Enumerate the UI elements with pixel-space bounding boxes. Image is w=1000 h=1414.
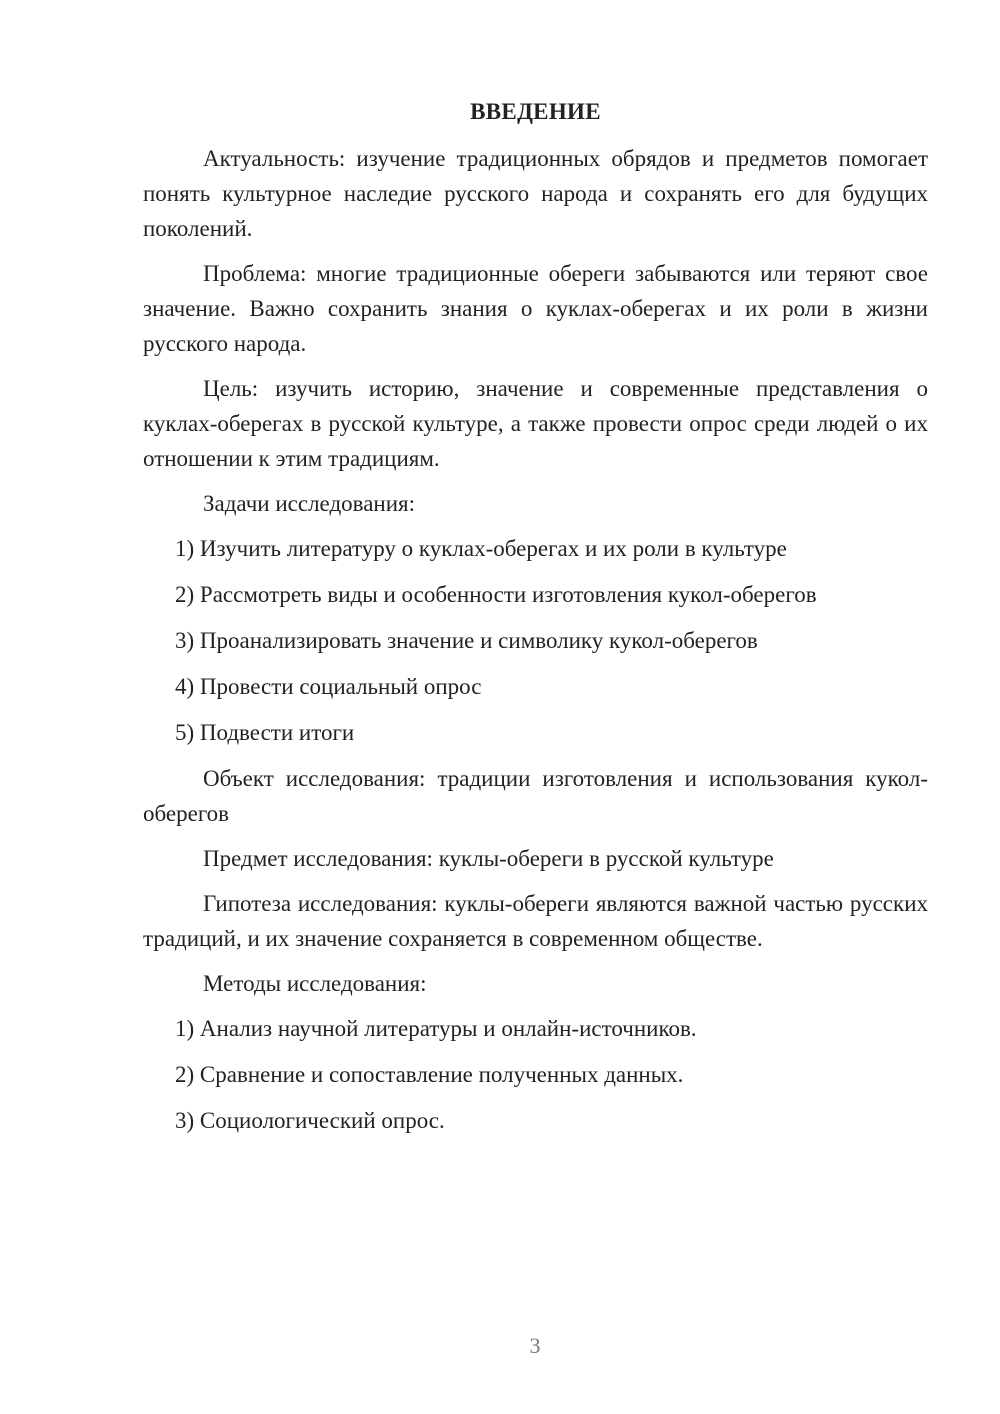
problem-paragraph: Проблема: многие традиционные обереги забываются или теряют свое значение. Важно сохранить знания о куклах-оберегах и их роли в жизни русского народа. — [143, 261, 928, 356]
relevance-paragraph: Актуальность: изучение традиционных обрядов и предметов помогает понять культурное наследие русского народа и сохранять его для будущих поколений. — [143, 146, 928, 241]
goal-paragraph: Цель: изучить историю, значение и современные представления о куклах-оберегах в русской культуре, а также провести опрос среди людей о их отношении к этим традициям. — [143, 376, 928, 471]
task-item: 3) Проанализировать значение и символику кукол-оберегов — [175, 628, 758, 653]
task-item: 2) Рассмотреть виды и особенности изготовления кукол-оберегов — [175, 582, 817, 607]
tasks-list — [143, 531, 928, 750]
methods-list — [143, 1011, 928, 1138]
methods-heading: Методы исследования: — [203, 971, 427, 996]
task-item: 4) Провести социальный опрос — [175, 674, 482, 699]
task-item: 1) Изучить литературу о куклах-оберегах и их роли в культуре — [175, 536, 787, 561]
object-paragraph: Объект исследования: традиции изготовления и использования кукол-оберегов — [143, 766, 928, 826]
method-item: 3) Социологический опрос. — [175, 1108, 445, 1133]
subject-paragraph: Предмет исследования: куклы-обереги в русской культуре — [203, 846, 774, 871]
method-item: 2) Сравнение и сопоставление полученных данных. — [175, 1062, 684, 1087]
method-item: 1) Анализ научной литературы и онлайн-источников. — [175, 1016, 697, 1041]
hypothesis-paragraph: Гипотеза исследования: куклы-обереги являются важной частью русских традиций, и их значение сохраняется в современном обществе. — [143, 891, 928, 951]
page-title: ВВЕДЕНИЕ — [470, 99, 601, 124]
page-number: 3 — [529, 1333, 541, 1358]
tasks-heading: Задачи исследования: — [203, 491, 416, 516]
document-body — [143, 94, 928, 1149]
task-item: 5) Подвести итоги — [175, 720, 355, 745]
